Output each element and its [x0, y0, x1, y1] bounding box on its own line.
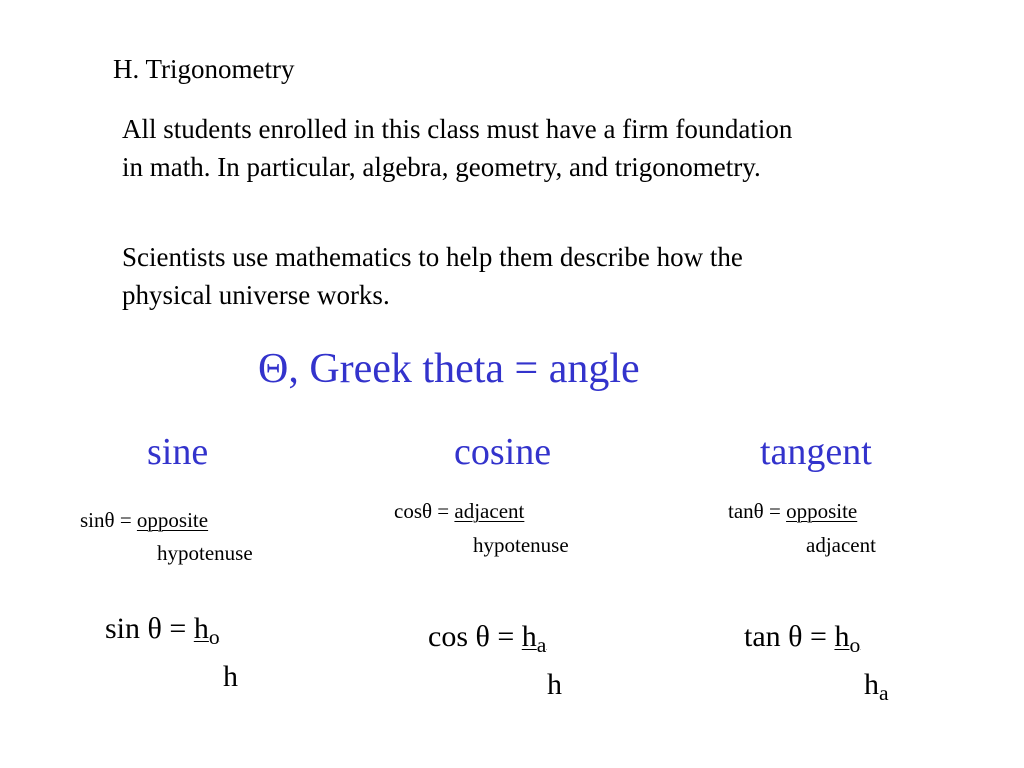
cosine-word-formula [394, 499, 524, 524]
cosine-word-numerator: adjacent [454, 499, 525, 523]
tangent-symbol-formula [744, 620, 861, 658]
cosine-symbol-lhs: cos θ = [428, 620, 515, 653]
cosine-symbol-denominator: h [547, 668, 562, 701]
theta-heading: Θ, Greek theta = angle [258, 346, 640, 392]
scientists-line-2: physical universe works. [122, 280, 390, 310]
scientists-paragraph [122, 238, 1002, 314]
tangent-label: tangent [760, 431, 872, 473]
sine-symbol-formula [105, 612, 220, 650]
cosine-symbol-numerator: $h_a$ [521, 620, 547, 658]
sine-symbol-lhs: sin θ = [105, 612, 187, 645]
intro-line-2: in math. In particular, algebra, geometry, and trigonometry. [122, 152, 761, 182]
tangent-word-denominator: adjacent [806, 533, 876, 557]
tangent-symbol-denominator: $h_a$ [864, 668, 889, 706]
cosine-label: cosine [454, 431, 552, 473]
tangent-symbol-numerator: $h_o$ [834, 620, 861, 658]
cosine-word-denominator: hypotenuse [473, 533, 569, 557]
scientists-line-1: Scientists use mathematics to help them describe how the [122, 242, 743, 272]
sine-word-denominator: hypotenuse [157, 541, 253, 565]
sine-symbol-denominator: h [223, 660, 238, 693]
tangent-word-numerator: opposite [786, 499, 858, 523]
tangent-word-lhs: tanθ = [728, 499, 781, 523]
sine-word-formula [80, 508, 208, 533]
intro-paragraph [122, 110, 1002, 186]
tangent-word-formula [728, 499, 857, 524]
sine-symbol-numerator: $h_o$ [193, 612, 220, 650]
sine-word-numerator: opposite [136, 508, 209, 532]
sine-word-lhs: sinθ = [80, 508, 132, 532]
section-title: H. Trigonometry [113, 54, 295, 84]
sine-label: sine [147, 431, 209, 473]
cosine-symbol-formula [428, 620, 547, 658]
cosine-word-lhs: cosθ = [394, 499, 450, 523]
intro-line-1: All students enrolled in this class must have a firm foundation [122, 114, 793, 144]
tangent-symbol-lhs: tan θ = [744, 620, 827, 653]
